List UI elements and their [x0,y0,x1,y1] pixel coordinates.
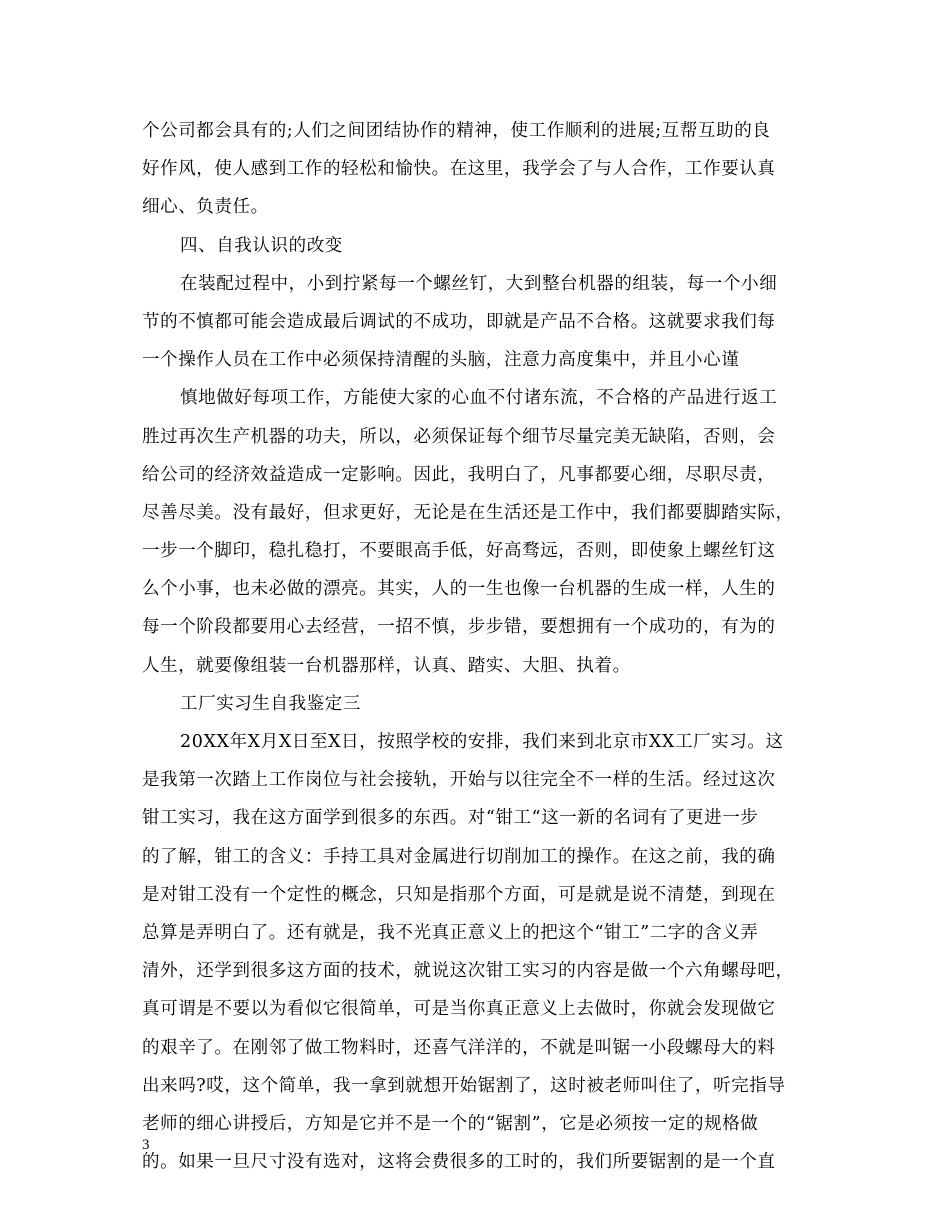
text-line: 清外，还学到很多这方面的技术，就说这次钳工实习的内容是做一个六角螺母吧， [142,961,794,982]
paragraph [142,723,818,1181]
paragraph [142,112,818,227]
text-line: 出来吗?哎，这个简单，我一拿到就想开始锯割了，这时被老师叫住了，听完指导 [142,1075,786,1096]
text-line: 节的不慎都可能会造成最后调试的不成功，即就是产品不合格。这就要求我们每 [142,311,776,332]
page-number: 3 [142,1137,150,1153]
text-line: 人生，就要像组装一台机器那样，认真、踏实、大胆、执着。 [142,655,631,676]
text-line: 真可谓是不要以为看似它很简单，可是当你真正意义上去做时，你就会发现做它 [142,999,776,1020]
text-line: 个公司都会具有的;人们之间团结协作的精神，使工作顺利的进展;互帮互助的良 [142,121,771,141]
text-line: 的了解，钳工的含义：手持工具对金属进行切削加工的操作。在这之前，我的确 [142,846,776,867]
text-line: 钳工实习，我在这方面学到很多的东西。对“钳工“这一新的名词有了更进一步 [142,808,759,829]
paragraph [142,227,818,265]
paragraph [142,265,818,380]
text-line: 是对钳工没有一个定性的概念，只知是指那个方面，可是就是说不清楚，到现在 [142,884,776,905]
text-line: 尽善尽美。没有最好，但求更好，无论是在生活还是工作中，我们都要脚踏实际， [142,502,794,523]
body-text [142,112,818,1181]
paragraph [142,379,818,685]
text-line: 胜过再次生产机器的功夫，所以，必须保证每个细节尽量完美无缺陷，否则，会 [142,426,776,447]
text-line: 么个小事，也未必做的漂亮。其实，人的一生也像一台机器的生成一样，人生的 [142,579,776,600]
text-line: 总算是弄明白了。还有就是，我不光真正意义上的把这个“钳工”二字的含义弄 [142,922,759,943]
text-line: 老师的细心讲授后，方知是它并不是一个的“锯割”，它是必须按一定的规格做 [142,1113,759,1134]
text-line: 四、自我认识的改变 [180,235,343,256]
text-line: 工厂实习生自我鉴定三 [180,693,361,714]
text-line: 20XX年X月X日至X日，按照学校的安排，我们来到北京市XX工厂实习。这 [180,732,784,752]
text-line: 好作风，使人感到工作的轻松和愉快。在这里，我学会了与人合作，工作要认真 [142,159,776,180]
text-line: 是我第一次踏上工作岗位与社会接轨，开始与以往完全不一样的生活。经过这次 [142,770,776,791]
text-line: 在装配过程中，小到拧紧每一个螺丝钉，大到整台机器的组装，每一个小细 [180,273,778,294]
text-line: 的艰辛了。在刚邻了做工物料时，还喜气洋洋的，不就是叫锯一小段螺母大的料 [142,1037,776,1058]
text-line: 一步一个脚印，稳扎稳打，不要眼高手低，好高骛远，否则，即使象上螺丝钉这 [142,541,776,562]
text-line: 慎地做好每项工作，方能使大家的心血不付诸东流，不合格的产品进行返工 [180,388,778,409]
text-line: 一个操作人员在工作中必须保持清醒的头脑，注意力高度集中，并且小心谨 [142,350,740,371]
paragraph [142,685,818,723]
text-line: 给公司的经济效益造成一定影响。因此，我明白了，凡事都要心细，尽职尽责， [142,464,776,485]
text-line: 每一个阶段都要用心去经营，一招不慎，步步错，要想拥有一个成功的，有为的 [142,617,776,638]
text-line: 的。如果一旦尺寸没有选对，这将会费很多的工时的，我们所要锯割的是一个直 [142,1152,776,1173]
text-line: 细心、负责任。 [142,197,269,218]
